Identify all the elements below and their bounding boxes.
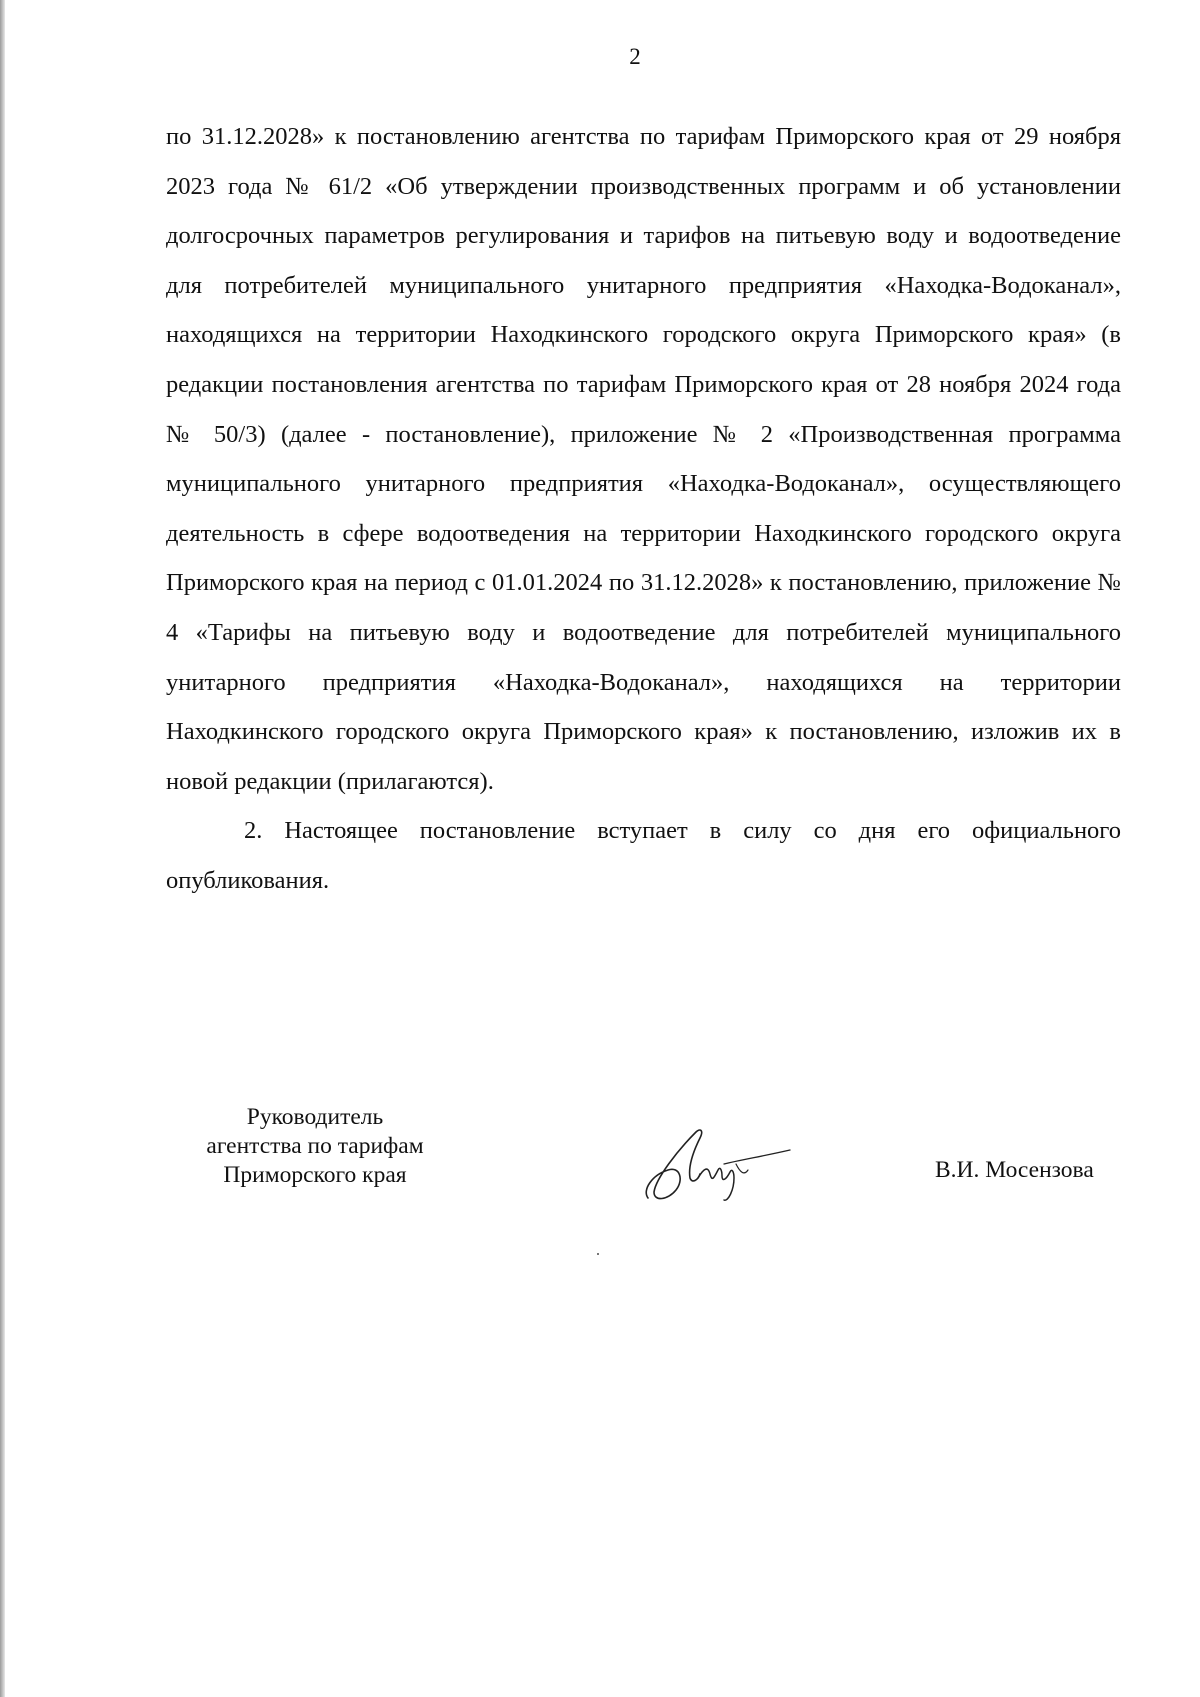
paragraph-continuation: по 31.12.2028» к постановлению агентства по тарифам Приморского края от 29 ноября 2023 года № 61/2 «Об утверждении производственных программ и об установлении долгосрочных параметров регулирования и тарифов на питьевую воду и водоотведение для потребителей муниципального унитарного предприятия «Находка-Водоканал», находящихся на территории Находкинского городского округа Приморского края» (в редакции постановления агентства по тарифам Приморского края от 28 ноября 2024 года № 50/3) (далее - постановление), приложение № 2 «Производственная программа муниципального унитарного предприятия «Находка-Водоканал», осуществляющего деятельность в сфере водоотведения на территории Находкинского городского округа Приморского края на период с 01.01.2024 по 31.12.2028» к постановлению, приложение № 4 «Тарифы на питьевую воду и водоотведение для потребителей муниципального унитарного предприятия «Находка-Водоканал», находящихся на территории Находкинского городского округа Приморского края» к постановлению, изложив их в новой редакции (прилагаются). bbox=[166, 123, 1121, 795]
paragraph-effective-date: 2. Настоящее постановление вступает в силу со дня его официального опубликования. bbox=[166, 817, 1121, 894]
signatory-position bbox=[150, 1103, 480, 1190]
signer-name: В.И. Мосензова bbox=[935, 1157, 1094, 1183]
handwritten-signature bbox=[640, 1120, 800, 1210]
scan-edge bbox=[0, 0, 5, 1697]
signatory-position-line: Приморского края bbox=[223, 1162, 407, 1188]
body-text bbox=[166, 112, 1121, 906]
signatory-position-line: Руководитель bbox=[246, 1104, 384, 1130]
page-number: 2 bbox=[629, 44, 641, 69]
signatory-position-line: агентства по тарифам bbox=[206, 1133, 424, 1159]
scan-speck bbox=[597, 1253, 599, 1255]
